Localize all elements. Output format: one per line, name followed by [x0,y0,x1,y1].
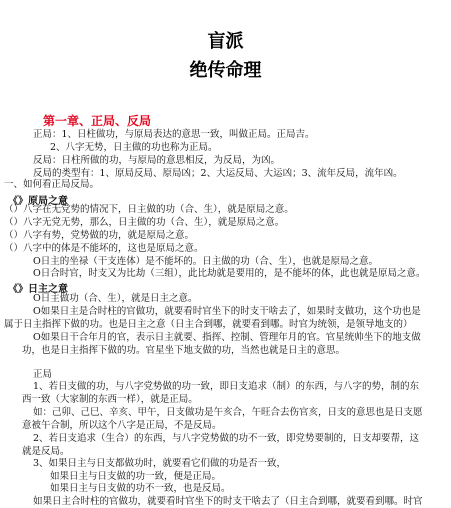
paragraph-line: 如果日主与日支做的功一致，便是正局。 [50,471,222,482]
paragraph-line: 如果日主与日支做的功不一致，也是反局。 [50,483,231,494]
paragraph-line: 2、八字无势，日主做的功也称为正局。 [50,142,218,153]
document-title: 盲派 [207,31,244,52]
paragraph-line: 意被午合制，所以这个八字是正局，不是反局。 [22,420,222,431]
chapter-heading: 第一章、正局、反局 [43,114,152,128]
paragraph-line: （）八字无党无势，那么，日主做的功（合、生），就是原局之意。 [4,217,285,228]
paragraph-line: （）八字中的体是不能坏的，这也是原局之意。 [4,243,204,254]
section-heading: 《》原局之意 [8,196,68,207]
paragraph-line: 功，也是日主指挥下做的功。官星坐下地支做的功，当然也就是日主的意思。 [22,345,346,356]
paragraph-line: （）八字有势，党势做的功，就是原局之意。 [4,230,195,241]
paragraph-line: （）八字在无党势的情况下，日主做的功（合、生），就是原局之意。 [4,204,294,215]
section-heading: 《》日主之意 [8,284,68,295]
paragraph-line: 2、若日支追求（生合）的东西，与八字党势做的功不一致，即党势要制的，日支却要帮，这 [33,433,420,444]
paragraph-line: 就是反局。 [22,446,70,457]
paragraph-line: 正局：1、日柱做功，与原局表达的意思一致，叫做正局。正局吉。 [33,129,315,140]
paragraph-line: 反局：日柱所做的功，与原局的意思相反，为反局，为凶。 [33,155,281,166]
paragraph-line: 1、若日支做的功，与八字党势做的功一致，即日支追求（制）的东西，与八字的势，制的东 [33,381,420,392]
paragraph-line: 正局 [33,369,53,380]
paragraph-line: O如果日主是合时柱的官做功，就要看时官坐下的时支干啥去了，如果时支做功，这个功也是 [33,306,421,317]
paragraph-line: O日合时官，时支又为比劫（三组），此比劫就是要用的，是不能坏的体，此也就是原局之意。 [33,268,426,279]
paragraph-line: O日主的坐禄（干支连体）是不能坏的。日主做的功（合、生），也就是原局之意。 [33,256,379,267]
document-subtitle: 绝传命理 [189,60,262,81]
paragraph-line: 如：己卯、己巳、辛亥、甲午，日支做功是午亥合，午旺合去伤官亥，日支的意思也是日支愿 [33,407,423,418]
paragraph-line: O如果日干合年月的官，表示日主就要、指挥、控制、管理年月的官。官星统帅坐下的地支做 [33,332,421,343]
paragraph-line: 一、如何看正局反局。 [4,179,100,190]
paragraph-line: 西一致（大家制的东西一样），就是正局。 [22,394,198,405]
paragraph-line: 属于日主指挥下做的功。也是日主之意（日主合到哪，就要看到哪。时官为统领，是领导地支的） [4,319,413,330]
paragraph-line: 反局的类型有：1、原局反局、原局凶；2、大运反局、大运凶；3、流年反局，流年凶。 [33,168,403,179]
paragraph-line: 如果日主合时柱的官做功，就要看时官坐下的时支干啥去了（日主合到哪，就要看到哪。时官 [33,496,423,507]
paragraph-line: O日主做功（合、生），就是日主之意。 [33,293,198,304]
paragraph-line: 3、如果日主与日支都做功时，就要看它们做的功是否一致， [33,458,287,469]
